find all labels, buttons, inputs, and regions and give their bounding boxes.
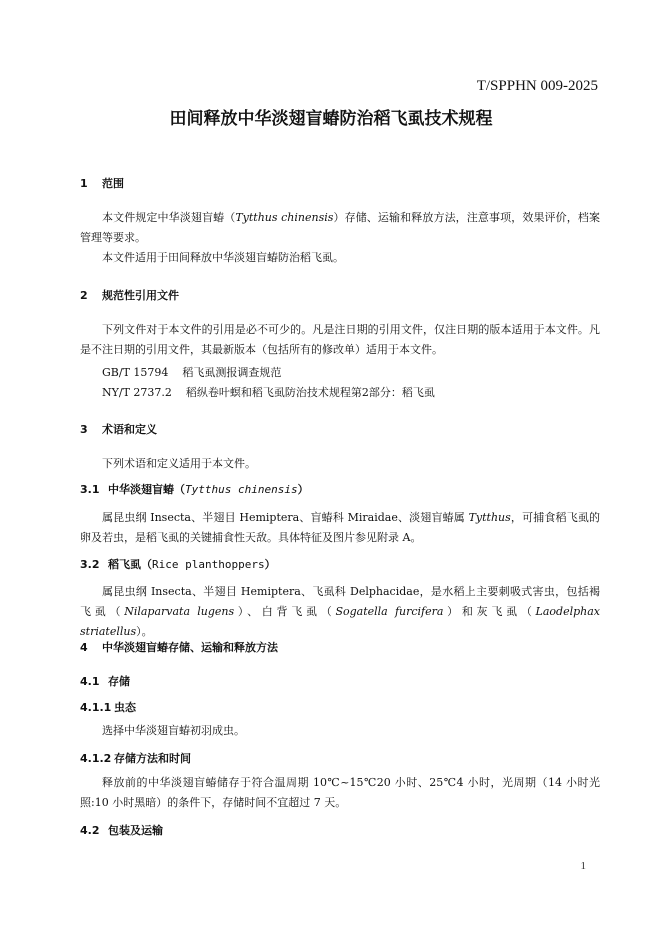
subsection-4-1-heading	[80, 673, 130, 689]
reference-title: 稻纵卷叶螟和稻飞虱防治技术规程第2部分：稻飞虱	[185, 386, 435, 399]
text: 属昆虫纲 Insecta、半翅目 Hemiptera、飞虱科 Delphacidae，是水稻上主要刺吸式害虫，包括褐飞虱（	[80, 585, 600, 618]
subsection-number: 4.1.1	[80, 701, 112, 714]
section-number: 2	[80, 289, 88, 302]
english-name: Rice planthoppers	[152, 558, 265, 571]
section-1-paragraph-1	[80, 208, 600, 248]
reference-item	[102, 364, 281, 380]
subsection-4-2-heading	[80, 822, 163, 838]
subsection-4-1-2-heading	[80, 750, 191, 766]
subsection-4-1-1-heading	[80, 699, 136, 715]
term-number: 3.1	[80, 483, 100, 496]
latin-name: Laodelphax striatellus	[80, 605, 600, 638]
term-title: 稻飞虱（	[108, 558, 152, 571]
standard-code: T/SPPHN 009-2025	[476, 78, 598, 94]
text: ）	[297, 483, 309, 496]
subsection-number: 4.1.2	[80, 752, 112, 765]
section-2-paragraph-1: 下列文件对于本文件的引用是必不可少的。凡是注日期的引用文件，仅注日期的版本适用于本文件。凡是不注日期的引用文件，其最新版本（包括所有的修改单）适用于本文件。	[80, 323, 600, 356]
text: ）和灰飞虱（	[443, 605, 536, 618]
text: ）。	[136, 625, 153, 638]
reference-code: GB/T 15794	[102, 366, 169, 379]
text: ）、白背飞虱（	[234, 605, 336, 618]
latin-name: Tytthus chinensis	[185, 483, 298, 496]
term-title: 中华淡翅盲蝽（	[108, 483, 185, 496]
section-number: 4	[80, 641, 88, 654]
term-number: 3.2	[80, 558, 100, 571]
reference-title: 稻飞虱测报调查规范	[182, 366, 282, 379]
section-1-paragraph-2: 本文件适用于田间释放中华淡翅盲蝽防治稻飞虱。	[102, 251, 344, 264]
reference-code: NY/T 2737.2	[102, 386, 172, 399]
text: 属昆虫纲 Insecta、半翅目 Hemiptera、盲蝽科 Miraidae、淡翅盲蝽属	[102, 511, 469, 524]
latin-name: Sogatella furcifera	[335, 605, 444, 618]
subsection-4-1-1-body: 选择中华淡翅盲蝽初羽成虫。	[102, 724, 245, 737]
section-title: 术语和定义	[102, 423, 157, 436]
section-3-paragraph-1: 下列术语和定义适用于本文件。	[102, 457, 256, 470]
text: ，可捕食稻飞虱的卵及若虫，是稻飞虱的关键捕食性天敌。具体特征及图片参见附录 A。	[80, 511, 600, 544]
term-3-1-heading	[80, 481, 309, 497]
text: ）存储、运输和释放方法，注意事项，效果评价，档案管理等要求。	[80, 211, 600, 244]
latin-name: Nilaparvata lugens	[124, 605, 235, 618]
document-title: 田间释放中华淡翅盲蝽防治稻飞虱技术规程	[169, 109, 493, 129]
subsection-title: 存储方法和时间	[114, 752, 191, 765]
text: 本文件规定中华淡翅盲蝽（	[102, 211, 236, 224]
subsection-number: 4.2	[80, 824, 100, 837]
text: ）	[264, 558, 276, 571]
term-3-2-definition	[80, 582, 600, 642]
section-3-heading	[80, 421, 157, 437]
subsection-4-1-2-body: 释放前的中华淡翅盲蝽储存于符合温周期 10℃~15℃20 小时、25℃4 小时，光周期（14 小时光照:10 小时黑暗）的条件下，存储时间不宜超过 7 天。	[80, 776, 600, 809]
subsection-title: 包装及运输	[108, 824, 163, 837]
subsection-title: 虫态	[114, 701, 136, 714]
section-1-heading	[80, 175, 124, 191]
subsection-number: 4.1	[80, 675, 100, 688]
term-3-2-heading	[80, 556, 276, 572]
subsection-title: 存储	[108, 675, 130, 688]
page-number: 1	[580, 860, 586, 872]
section-title: 中华淡翅盲蝽存储、运输和释放方法	[102, 641, 278, 654]
section-4-heading	[80, 639, 278, 655]
reference-item	[102, 384, 435, 400]
section-title: 规范性引用文件	[102, 289, 179, 302]
section-title: 范围	[102, 177, 124, 190]
section-number: 3	[80, 423, 88, 436]
section-number: 1	[80, 177, 88, 190]
section-2-heading	[80, 287, 179, 303]
latin-name: Tytthus	[468, 511, 511, 524]
term-3-1-definition	[80, 508, 600, 548]
latin-name: Tytthus chinensis	[235, 211, 334, 224]
